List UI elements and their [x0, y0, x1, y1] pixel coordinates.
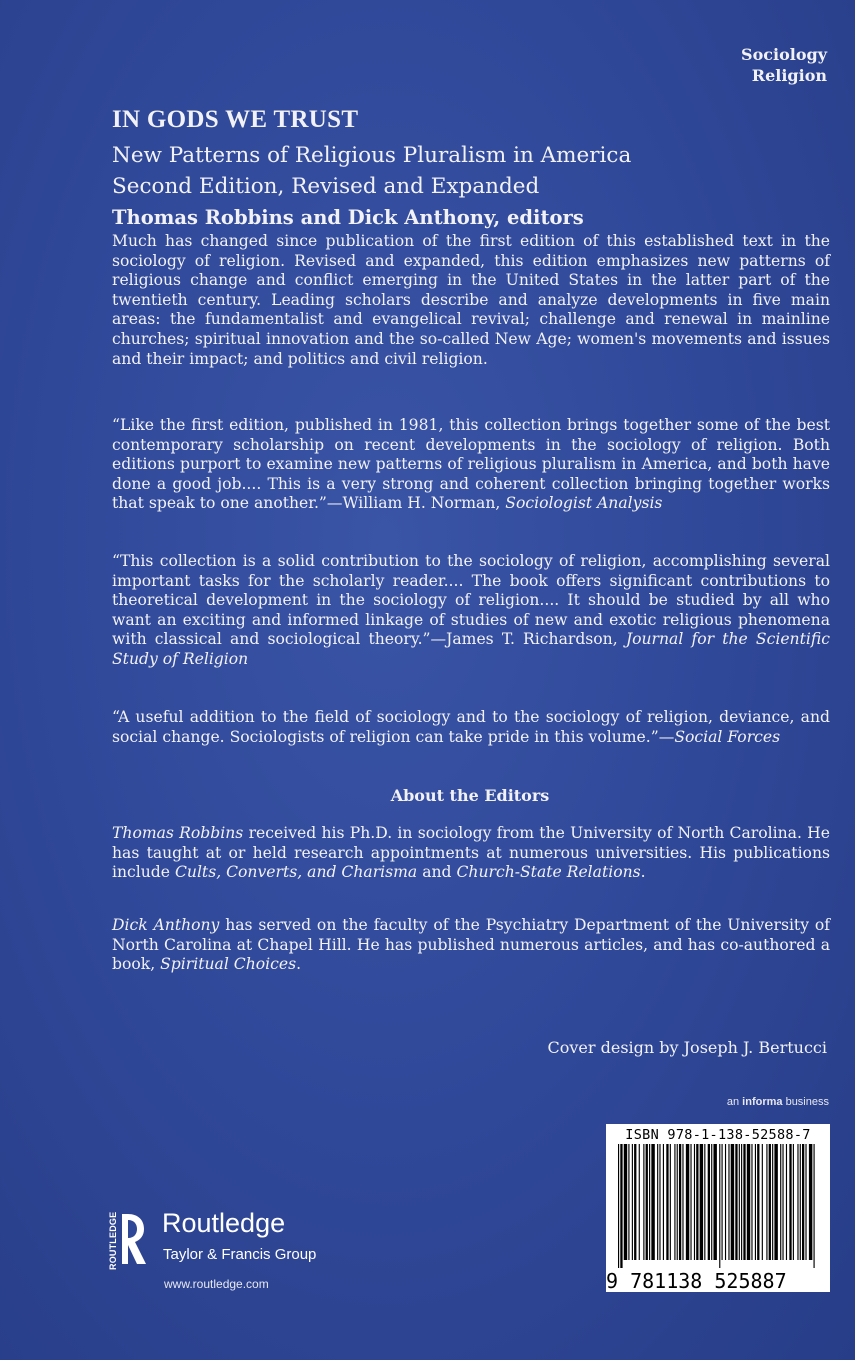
barcode-bar [618, 1144, 619, 1268]
robbins-and: and [417, 863, 457, 882]
barcode-bar [782, 1144, 783, 1260]
anthony-name: Dick Anthony [112, 916, 220, 934]
publisher-group: Taylor & Francis Group [163, 1246, 317, 1263]
barcode-bar [719, 1144, 720, 1268]
barcode-bar [739, 1144, 740, 1260]
barcode-bar [690, 1144, 691, 1260]
barcode-bar [797, 1144, 798, 1260]
review-2-source: Journal for the Scientific Study of Religion [112, 630, 830, 668]
barcode-bar [679, 1144, 681, 1260]
review-1-quote: “Like the first edition, published in 1981, this collection brings together some of the best contemporary scholarship on recent developments in the sociology of religion. Both editions purport to examine new patterns of religious pluralism in America, and both have done a good job.... This is a very strong and coherent collection bringing together works that speak to one another.”—William H. Norman, [112, 416, 830, 513]
editors-line: Thomas Robbins and Dick Anthony, editors [112, 206, 584, 229]
barcode-bar [800, 1144, 801, 1260]
review-2-quote: “This collection is a solid contribution to the sociology of religion, accomplishing several important tasks for the scholarly reader.... The book offers significant contributions to theoretical development in the sociology of religion.... It should be studied by all who want an exciting and informed linkage of studies of new and exotic religious phenomena with classical and sociological theory.”—James T. Richardson, [112, 552, 830, 649]
barcode-bars [616, 1144, 820, 1268]
review-3-quote: “A useful addition to the field of sociology and to the sociology of religion, deviance, and social change. Sociologists of religion can take pride in this volume.”— [112, 708, 830, 746]
barcode-bar [682, 1144, 683, 1260]
publisher-url[interactable]: www.routledge.com [164, 1277, 269, 1291]
robbins-name: Thomas Robbins [112, 824, 244, 842]
review-1 [112, 416, 830, 514]
barcode-bar [772, 1144, 773, 1260]
barcode-bar [663, 1144, 664, 1260]
barcode-bar [751, 1144, 752, 1260]
barcode-bar [713, 1144, 716, 1260]
robbins-book-1: Cults, Converts, and Charisma [174, 863, 418, 882]
barcode-bar [694, 1144, 695, 1260]
barcode-bar [814, 1144, 815, 1268]
routledge-logo-text: ROUTLEDGE [108, 1211, 118, 1270]
isbn-barcode [606, 1124, 830, 1292]
barcode-bar [634, 1144, 636, 1260]
barcode-bar [649, 1144, 650, 1260]
barcode-bar [747, 1144, 750, 1260]
book-subtitle [112, 140, 631, 202]
barcode-bar [677, 1144, 678, 1260]
barcode-bar [643, 1144, 644, 1260]
robbins-book-2: Church-State Relations [456, 863, 641, 882]
review-3-source: Social Forces [674, 727, 781, 746]
barcode-bar [646, 1144, 648, 1260]
informa-business-label [727, 1096, 829, 1108]
barcode-bar [762, 1144, 763, 1260]
informa-suffix: business [782, 1096, 829, 1108]
review-3 [112, 708, 830, 747]
barcode-bar [711, 1144, 712, 1260]
subtitle-line-2: Second Edition, Revised and Expanded [112, 174, 540, 199]
barcode-bar [755, 1144, 756, 1260]
barcode-bar [793, 1144, 794, 1260]
barcode-bar [766, 1144, 767, 1260]
barcode-bar [743, 1144, 745, 1260]
cover-design-credit: Cover design by Joseph J. Bertucci [547, 1038, 827, 1057]
barcode-bar [696, 1144, 698, 1260]
barcode-bar [700, 1144, 703, 1260]
robbins-end: . [640, 863, 646, 882]
barcode-bar [624, 1144, 627, 1260]
barcode-bar [708, 1144, 710, 1260]
anthony-end: . [296, 955, 302, 974]
barcode-bar [757, 1144, 759, 1260]
barcode-bar [704, 1144, 705, 1260]
barcode-bar [725, 1144, 726, 1260]
barcode-bar [741, 1144, 742, 1260]
anthony-bio: has served on the faculty of the Psychiatry Department of the University of North Carolina at Chapel Hill. He has published numerous articles, and has co-authored a book, [112, 916, 831, 974]
barcode-bar [802, 1144, 804, 1260]
robbins-bio: received his Ph.D. in sociology from the University of North Carolina. He has taught at or held research appointments at numerous universities. His publications include [112, 824, 830, 882]
barcode-digits: 9 781138 525887 [606, 1269, 787, 1293]
barcode-bar [670, 1144, 671, 1260]
isbn-label: ISBN 978-1-138-52588-7 [625, 1127, 811, 1143]
barcode-bar [659, 1144, 660, 1260]
barcode-bar [789, 1144, 791, 1260]
barcode-bar [722, 1144, 723, 1260]
barcode-bar [628, 1144, 629, 1260]
about-editors-heading: About the Editors [390, 786, 550, 805]
book-description: Much has changed since publication of the first edition of this established text in the sociology of religion. Revised and expanded, this edition emphasizes new patterns of religious change and conflict emerging in the United States in the latter part of the twentieth century. Leading scholars describe and analyze developments in five main areas: the fundamentalist and evangelical revival; challenge and renewal in mainline churches; spiritual innovation and the so-called New Age; women's movements and issues and their impact; and politics and civil religion. [112, 232, 830, 368]
barcode-bar [651, 1144, 654, 1260]
barcode-bar [632, 1144, 633, 1260]
about-robbins [112, 824, 830, 883]
barcode-bar [774, 1144, 777, 1260]
barcode-bar [786, 1144, 787, 1260]
barcode-bar [809, 1144, 812, 1260]
barcode-bar [620, 1144, 622, 1268]
barcode-bar [657, 1144, 658, 1260]
barcode-bar [686, 1144, 689, 1260]
barcode-bar [674, 1144, 675, 1260]
informa-prefix: an [726, 1096, 743, 1108]
publisher-name: Routledge [162, 1208, 286, 1238]
review-1-source: Sociologist Analysis [505, 494, 663, 513]
informa-brand: informa [742, 1096, 783, 1108]
barcode-bar [805, 1144, 806, 1260]
barcode-bar [769, 1144, 771, 1260]
review-2 [112, 552, 830, 670]
barcode-bar [735, 1144, 737, 1260]
subject-religion: Religion [751, 66, 827, 85]
barcode-bar [728, 1144, 729, 1260]
anthony-book: Spiritual Choices [160, 955, 297, 974]
barcode-bar [639, 1144, 640, 1260]
subject-category [741, 44, 827, 86]
barcode-bar [666, 1144, 668, 1260]
about-anthony [112, 916, 830, 975]
barcode-bar [780, 1144, 781, 1260]
subject-sociology: Sociology [741, 45, 827, 64]
book-title: IN GODS WE TRUST [112, 106, 359, 133]
subtitle-line-1: New Patterns of Religious Pluralism in America [112, 143, 632, 168]
barcode-bar [731, 1144, 734, 1260]
